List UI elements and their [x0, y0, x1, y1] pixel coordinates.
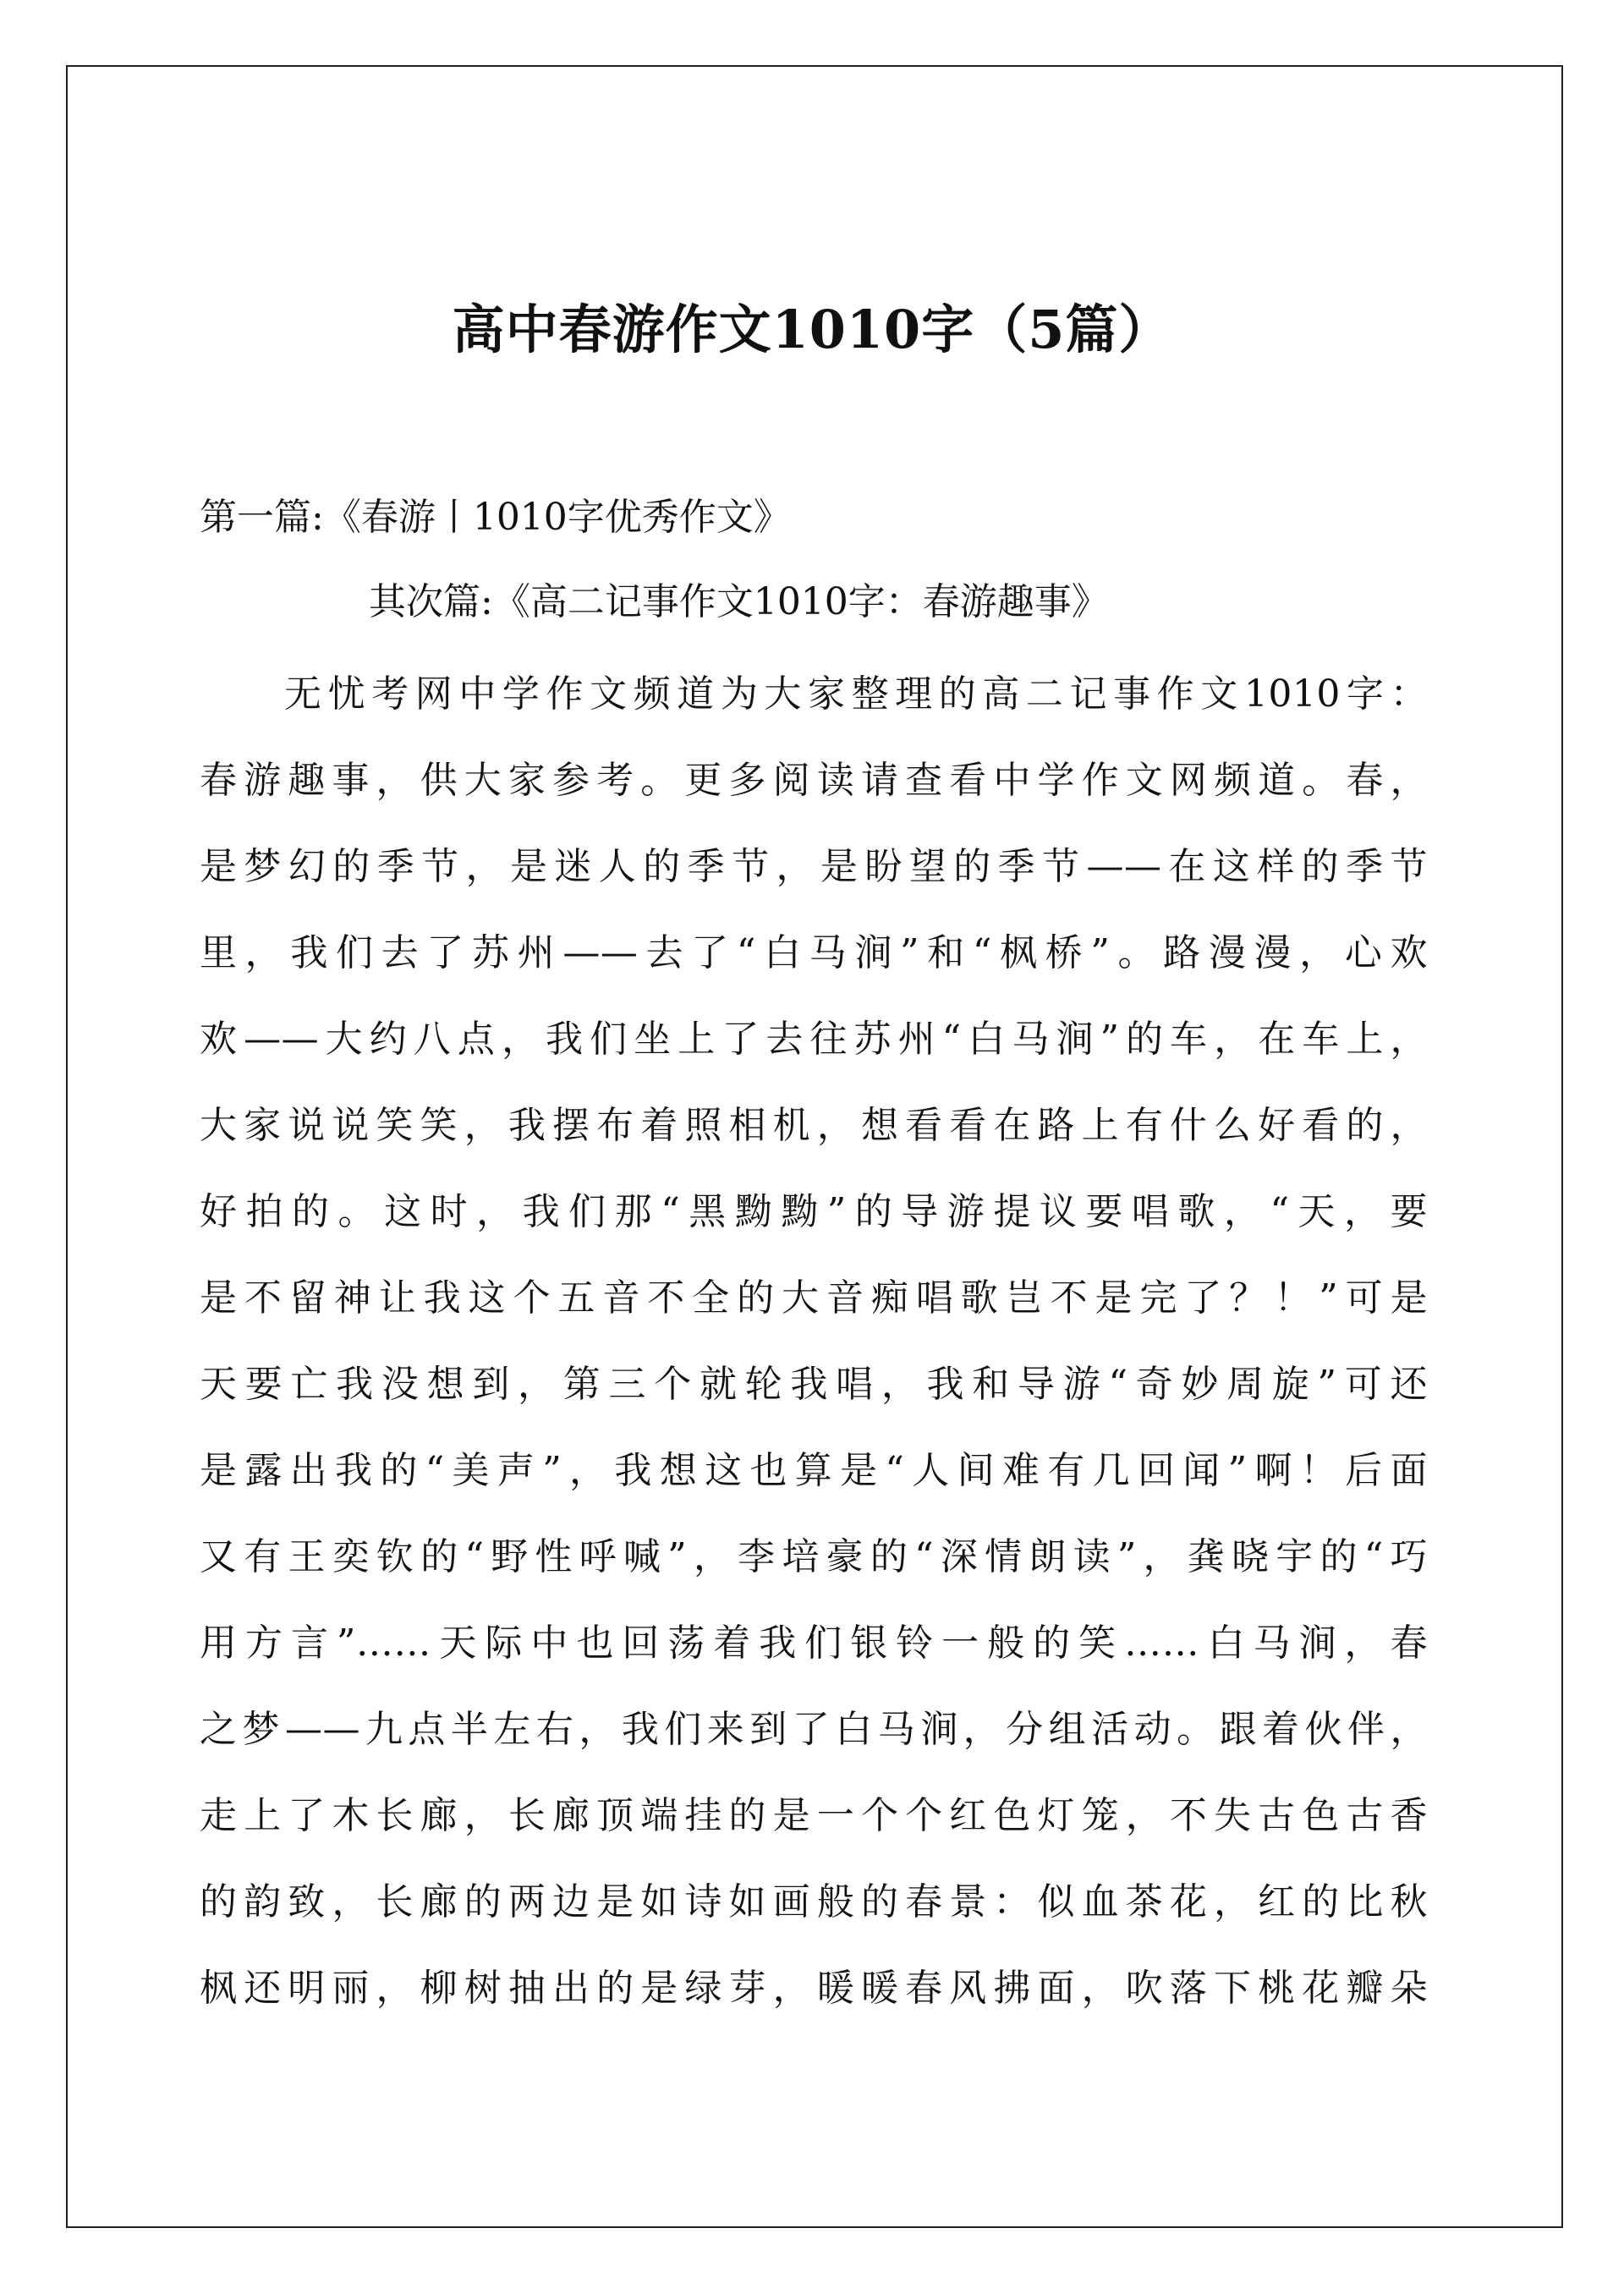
body-line: 里，我们去了苏州——去了“白马涧”和“枫桥”。路漫漫，心欢 [200, 931, 1428, 974]
body-line: 枫还明丽，柳树抽出的是绿芽，暖暖春风拂面，吹落下桃花瓣朵 [200, 1967, 1428, 2010]
body-line: 欢——大约八点，我们坐上了去往苏州“白马涧”的车，在车上， [200, 1018, 1428, 1061]
article-item-1: 第一篇:《春游丨1010字优秀作文》 [200, 496, 791, 539]
body-line: 好拍的。这时，我们那“黑黝黝”的导游提议要唱歌，“天，要 [200, 1190, 1428, 1233]
body-line: 大家说说笑笑，我摆布着照相机，想看看在路上有什么好看的， [200, 1104, 1428, 1147]
body-line: 是露出我的“美声”，我想这也算是“人间难有几回闻”啊！后面 [200, 1449, 1428, 1492]
body-line: 用方言”……天际中也回荡着我们银铃一般的笑……白马涧，春 [200, 1622, 1428, 1665]
essay-body [200, 651, 1428, 2032]
article-item-2: 其次篇:《高二记事作文1010字：春游趣事》 [369, 580, 1109, 623]
body-line: 无忧考网中学作文频道为大家整理的高二记事作文1010字： [284, 672, 1428, 716]
body-line: 春游趣事，供大家参考。更多阅读请查看中学作文网频道。春， [200, 759, 1428, 802]
body-line: 又有王奕钦的“野性呼喊”，李培豪的“深情朗读”，龚晓宇的“巧 [200, 1535, 1428, 1578]
body-line: 之梦——九点半左右，我们来到了白马涧，分组活动。跟着伙伴， [200, 1708, 1428, 1751]
body-line: 是梦幻的季节，是迷人的季节，是盼望的季节——在这样的季节 [200, 845, 1428, 888]
body-line: 的韵致，长廊的两边是如诗如画般的春景：似血茶花，红的比秋 [200, 1880, 1428, 1924]
body-line: 是不留神让我这个五音不全的大音痴唱歌岂不是完了？！”可是 [200, 1276, 1428, 1320]
document-title: 高中春游作文1010字（5篇） [452, 298, 1172, 360]
body-line: 天要亡我没想到，第三个就轮我唱，我和导游“奇妙周旋”可还 [200, 1363, 1428, 1406]
body-line: 走上了木长廊，长廊顶端挂的是一个个红色灯笼，不失古色古香 [200, 1794, 1428, 1837]
